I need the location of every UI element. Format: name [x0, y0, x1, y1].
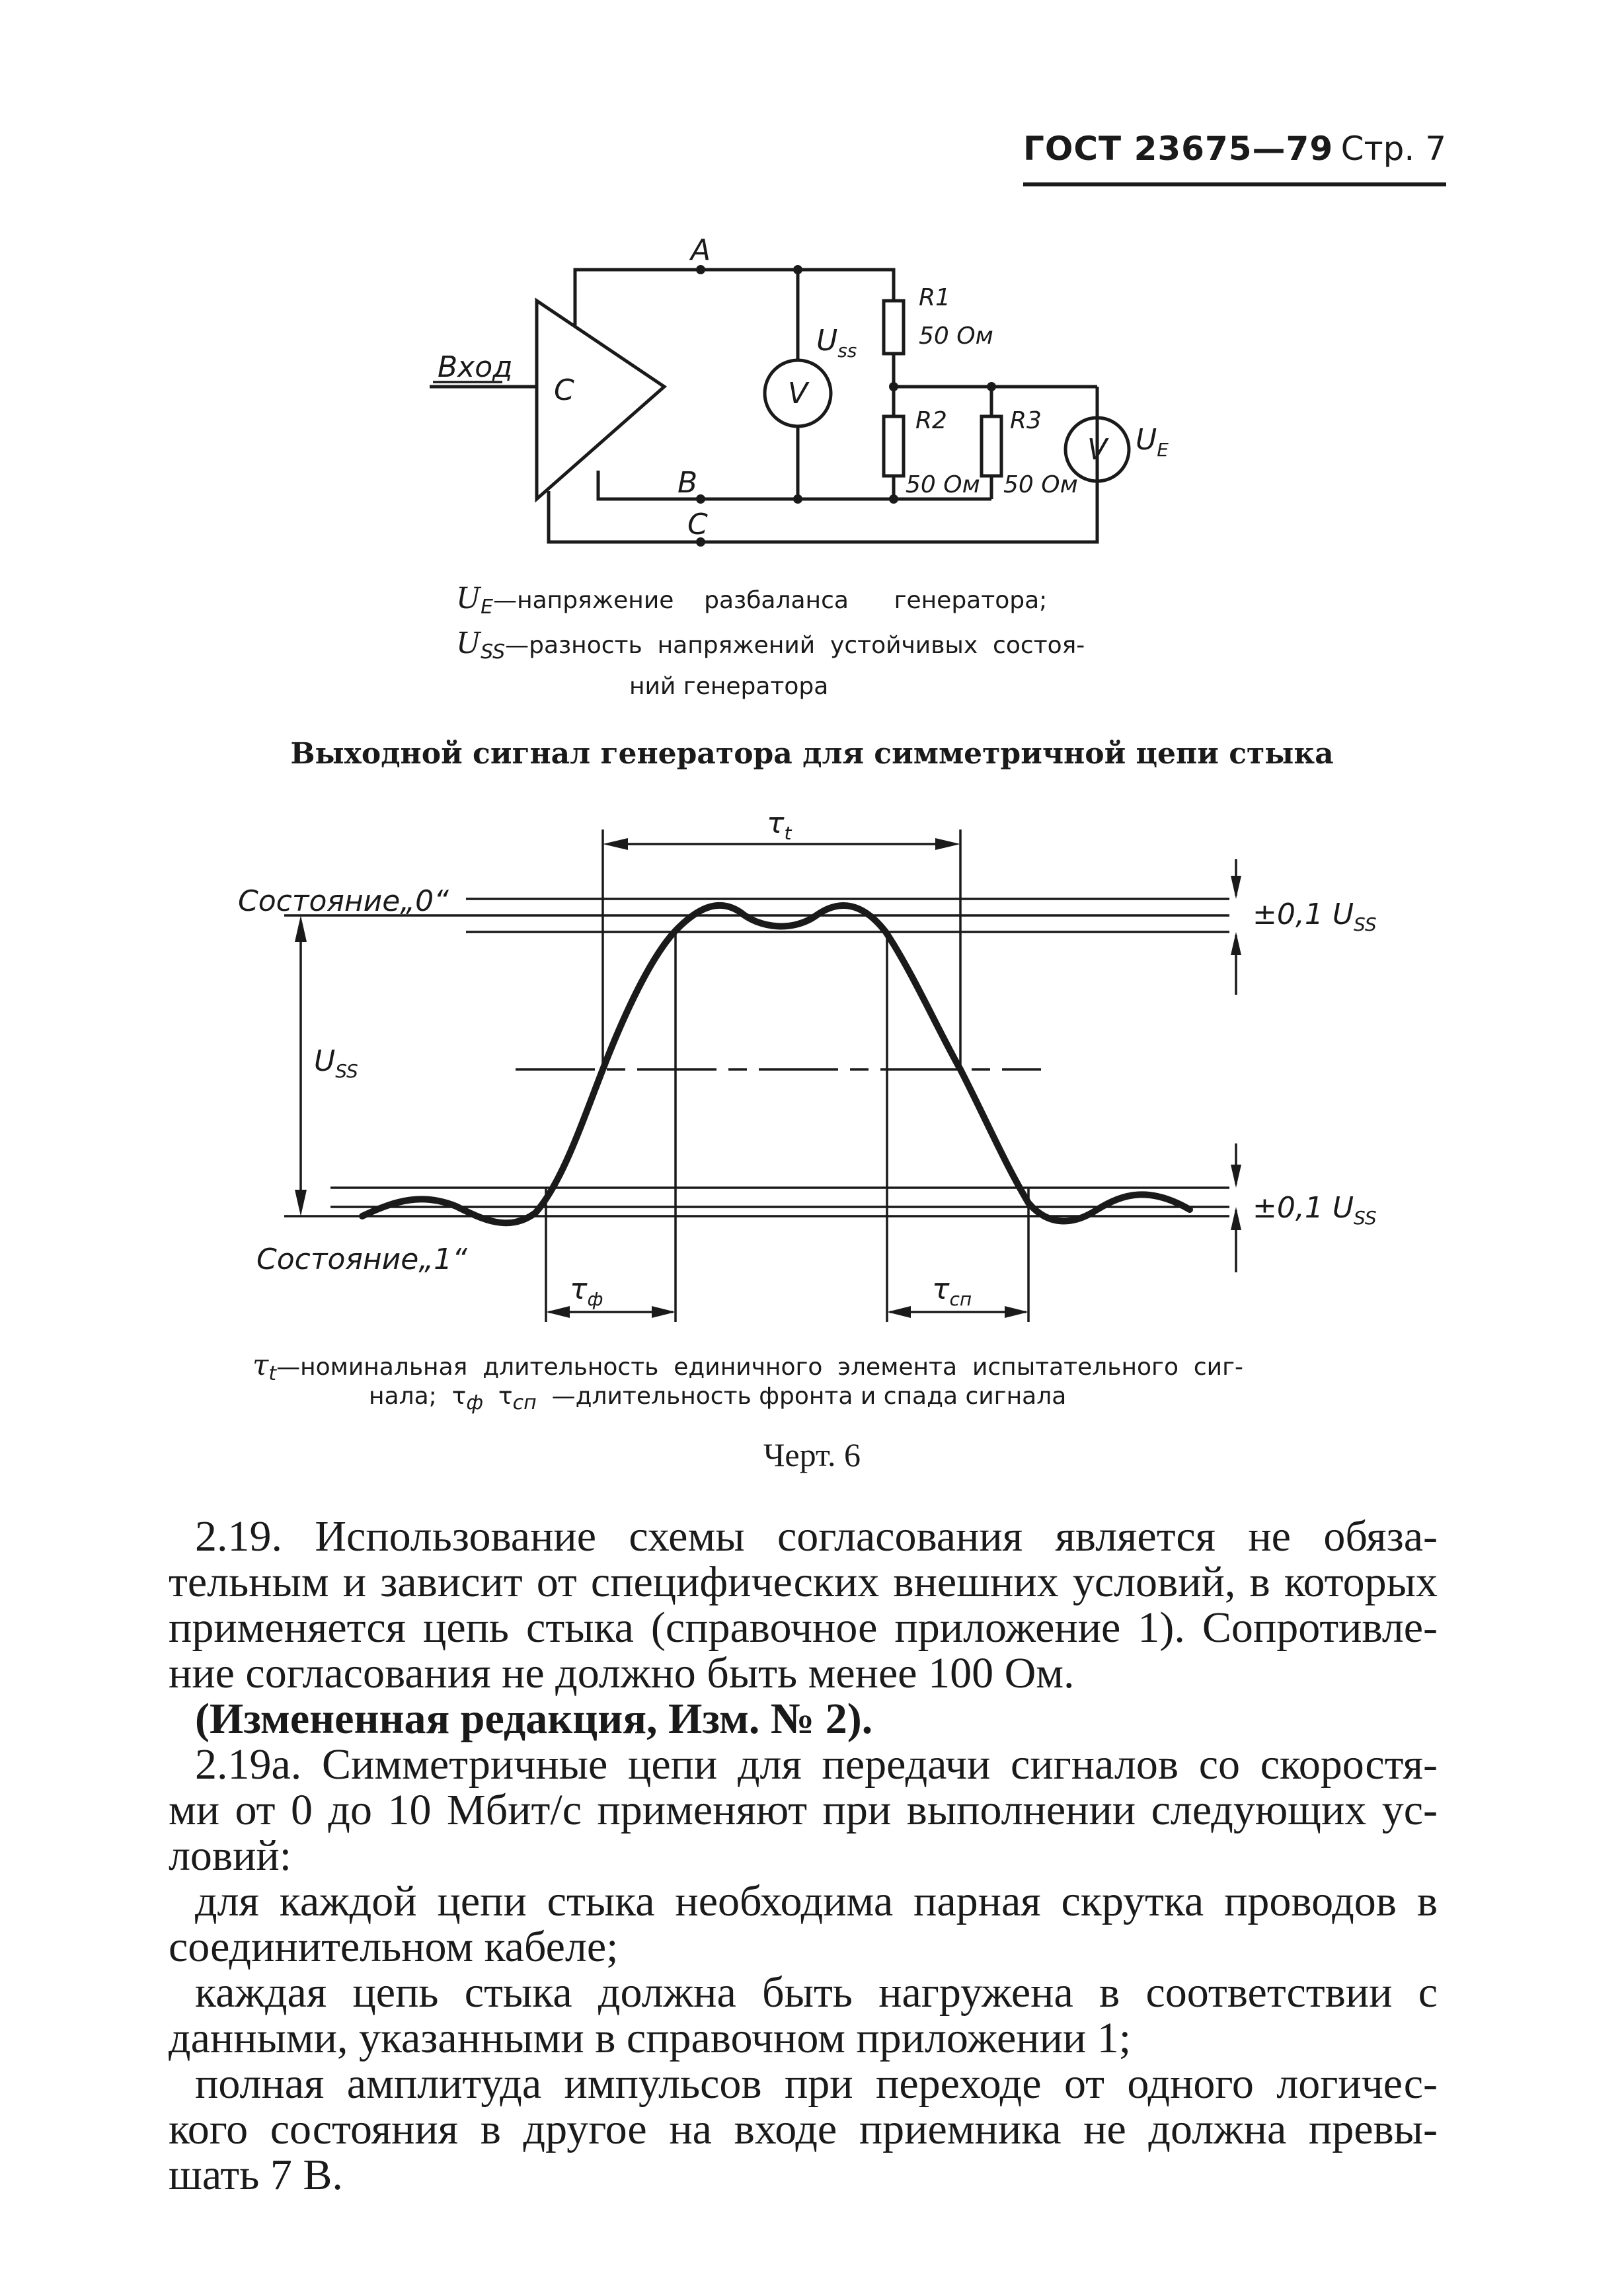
generator-label: C	[554, 373, 574, 407]
r1-value: 50 Ом	[919, 323, 993, 350]
tau-f-label: $\tau_ф$	[570, 1272, 603, 1310]
text-line: соединительном кабеле;	[169, 1923, 619, 1971]
tau-t-arrowhead-right	[935, 838, 960, 850]
text-line: кого состояния в другое на входе приемника не должна превы-	[169, 2105, 1438, 2153]
text-line: ние согласования не должно быть менее 100 Ом.	[169, 1649, 1075, 1697]
text-line: данными, указанными в справочном приложении 1;	[169, 2014, 1132, 2062]
paragraph-2-19	[169, 1514, 1438, 2198]
node-b-label: B	[677, 466, 698, 500]
caption-uss-cont: ний генератора	[629, 673, 829, 700]
figure-number: Черт. 6	[763, 1436, 861, 1473]
amendment-note: (Измененная редакция, Изм. № 2).	[195, 1695, 873, 1743]
figure-title: Выходной сигнал генератора для симметричной цепи стыка	[290, 737, 1334, 771]
state1-label: Состояние„1“	[256, 1243, 467, 1276]
ue-label: $U_E$	[1136, 423, 1169, 461]
waveform-caption-line2: нала; $\tau_ф$ $\tau_{сп}$ —длительность фронта и спада сигнала	[369, 1383, 1067, 1415]
voltmeter-uss-symbol: V	[788, 377, 808, 410]
voltmeter-ue-symbol: V	[1087, 433, 1108, 467]
text-line: ми от 0 до 10 Мбит/с применяют при выполнении следующих ус-	[169, 1786, 1438, 1834]
tau-f-arrowhead-left	[546, 1306, 570, 1318]
tau-sp-label: $\tau_{сп}$	[932, 1272, 972, 1310]
caption-uss: $U_{SS}—разность$ напряжений устойчивых состоя-	[456, 627, 1085, 664]
tol-bot-head-2	[1231, 1207, 1241, 1230]
standard-number: ГОСТ 23675—79	[1023, 130, 1334, 168]
text-line: полная амплитуда импульсов при переходе от одного логичес-	[195, 2060, 1438, 2108]
node-a-label: A	[691, 233, 711, 267]
r3-value: 50 Ом	[1003, 471, 1078, 498]
tau-sp-arrowhead-right	[1005, 1306, 1028, 1318]
page-number: Стр. 7	[1340, 130, 1446, 168]
tau-sp-arrowhead-left	[887, 1306, 911, 1318]
tol-top-head-1	[1231, 876, 1241, 899]
signal-waveform	[362, 906, 1190, 1223]
text-line: каждая цепь стыка должна быть нагружена в соответствии с	[195, 1968, 1438, 2017]
uss-label: $U_{SS}$	[314, 1044, 358, 1082]
node-c-label: C	[687, 508, 708, 541]
state0-label: Состояние„0“	[238, 884, 449, 918]
text-line: 2.19. Использование схемы согласования является не обяза-	[195, 1512, 1438, 1561]
uss-arrowhead-top	[295, 915, 307, 942]
waveform-caption-line1: $\tau_t—номинальная$ длительность единичного элемента испытательного сиг-	[252, 1348, 1243, 1386]
text-line: 2.19а. Симметричные цепи для передачи сигналов со скоростя-	[195, 1740, 1438, 1789]
tol-bot-head-1	[1231, 1165, 1241, 1188]
caption-ue: $U_E—напряжение$ разбаланса генератора;	[456, 582, 1048, 619]
r1-label: R1	[919, 284, 950, 311]
r2-value: 50 Ом	[906, 471, 980, 498]
text-line: шать 7 В.	[169, 2151, 343, 2199]
tau-f-arrowhead-right	[652, 1306, 676, 1318]
tolerance-bottom-label: ±0,1 $U_{SS}$	[1253, 1191, 1377, 1229]
r2-label: R2	[915, 407, 947, 434]
tau-t-label: $\tau_t$	[767, 806, 792, 844]
text-line: тельным и зависит от специфических внешних условий, в которых	[169, 1558, 1438, 1606]
r3-label: R3	[1010, 407, 1042, 434]
tau-t-arrowhead-left	[603, 838, 628, 850]
uss-arrowhead-bottom	[295, 1190, 307, 1216]
text-line: применяется цепь стыка (справочное приложение 1). Сопротивле-	[169, 1603, 1438, 1652]
input-label: Вход	[438, 350, 513, 384]
tolerance-top-label: ±0,1 $U_{SS}$	[1253, 898, 1377, 935]
tol-top-head-2	[1231, 932, 1241, 955]
text-line: для каждой цепи стыка необходима парная скрутка проводов в	[195, 1877, 1438, 1925]
text-line: ловий:	[169, 1832, 292, 1880]
uss-label: $U_{ss}$	[816, 324, 857, 362]
